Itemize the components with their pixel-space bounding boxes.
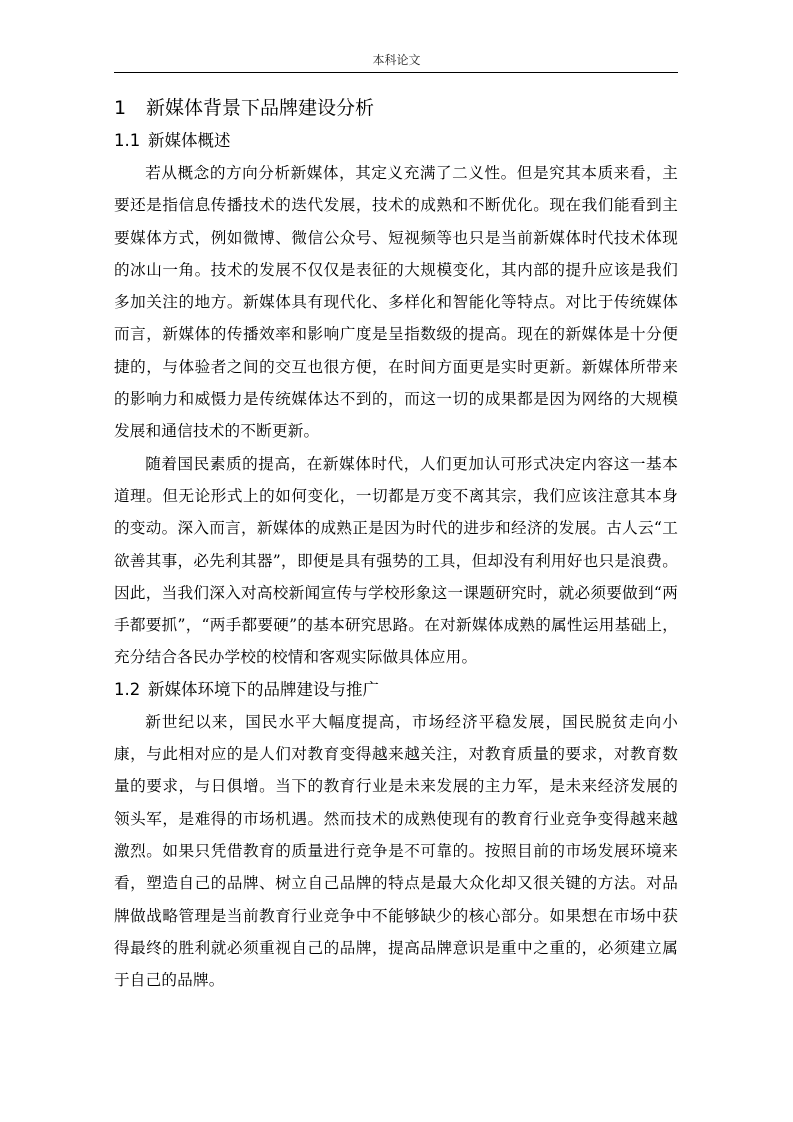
section-heading-1-1	[114, 125, 678, 157]
running-header: 本科论文	[372, 53, 421, 67]
section-number: 1.2	[114, 679, 141, 699]
section-heading-1-2	[114, 674, 678, 706]
header-divider	[114, 72, 678, 73]
chapter-heading	[114, 92, 678, 125]
section-number: 1.1	[114, 131, 141, 150]
chapter-title: 新媒体背景下品牌建设分析	[146, 97, 375, 119]
document-body	[114, 92, 678, 996]
paragraph: 随着国民素质的提高，在新媒体时代，人们更加认可形式决定内容这一基本道理。但无论形式上的如何变化，一切都是万变不离其宗，我们应该注意其本身的变动。深入而言，新媒体的成熟正是因为时代的进步和经济的发展。古人云“工欲善其事，必先利其器”，即便是具有强势的工具，但却没有利用好也只是浪费。因此，当我们深入对高校新闻宣传与学校形象这一课题研究时，就必须要做到“两手都要抓”，“两手都要硬”的基本研究思路。在对新媒体成熟的属性运用基础上，充分结合各民办学校的校情和客观实际做具体应用。	[114, 454, 678, 667]
paragraph: 新世纪以来，国民水平大幅度提高，市场经济平稳发展，国民脱贫走向小康，与此相对应的是人们对教育变得越来越关注，对教育质量的要求，对教育数量的要求，与日俱增。当下的教育行业是未来发展的主力军，是未来经济发展的领头军，是难得的市场机遇。然而技术的成熟使现有的教育行业竞争变得越来越激烈。如果只凭借教育的质量进行竞争是不可靠的。按照目前的市场发展环境来看，塑造自己的品牌、树立自己品牌的特点是最大众化却又很关键的方法。对品牌做战略管理是当前教育行业竞争中不能够缺少的核心部分。如果想在市场中获得最终的胜利就必须重视自己的品牌，提高品牌意识是重中之重的，必须建立属于自己的品牌。	[114, 712, 678, 990]
section-title: 新媒体环境下的品牌建设与推广	[148, 679, 379, 699]
chapter-number: 1	[114, 97, 127, 119]
paragraph: 若从概念的方向分析新媒体，其定义充满了二义性。但是究其本质来看，主要还是指信息传播技术的迭代发展，技术的成熟和不断优化。现在我们能看到主要媒体方式，例如微博、微信公众号、短视频等也只是当前新媒体时代技术体现的冰山一角。技术的发展不仅仅是表征的大规模变化，其内部的提升应该是我们多加关注的地方。新媒体具有现代化、多样化和智能化等特点。对比于传统媒体而言，新媒体的传播效率和影响广度是呈指数级的提高。现在的新媒体是十分便捷的，与体验者之间的交互也很方便，在时间方面更是实时更新。新媒体所带来的影响力和威慑力是传统媒体达不到的，而这一切的成果都是因为网络的大规模发展和通信技术的不断更新。	[114, 164, 678, 441]
section-title: 新媒体概述	[148, 131, 231, 150]
